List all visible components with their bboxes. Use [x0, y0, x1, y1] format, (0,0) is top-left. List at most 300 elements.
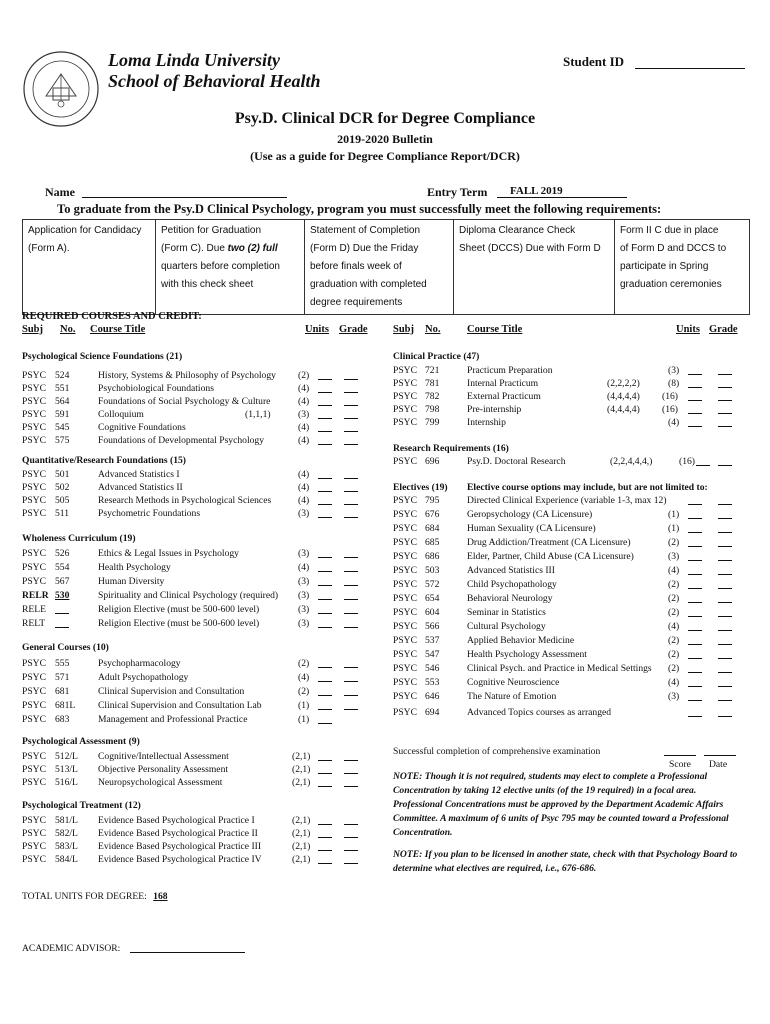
grade-blank-1[interactable]: [318, 379, 332, 380]
date-field[interactable]: [704, 755, 736, 756]
grade-blank-2[interactable]: [344, 418, 358, 419]
course-title: Neuropsychological Assessment: [98, 777, 223, 788]
grade-blank-1[interactable]: [318, 695, 332, 696]
course-subj: PSYC: [393, 579, 417, 590]
course-units: (1): [298, 700, 310, 711]
grade-blank-2[interactable]: [344, 837, 358, 838]
course-title: Seminar in Statistics: [467, 607, 546, 618]
course-units: (8): [668, 378, 680, 389]
total-label: TOTAL UNITS FOR DEGREE:: [22, 891, 147, 902]
course-subj: PSYC: [22, 435, 46, 446]
course-no: 571: [55, 672, 70, 683]
course-term-units: (4,4,4,4): [607, 404, 640, 415]
name-label: Name: [45, 185, 75, 199]
course-units: (4): [298, 672, 310, 683]
grade-blank-1[interactable]: [318, 392, 332, 393]
course-units: (1): [668, 523, 680, 534]
course-no: 582/L: [55, 828, 78, 839]
course-title: Cultural Psychology: [467, 621, 546, 632]
course-no-blank[interactable]: [55, 627, 69, 628]
req-cell-diploma: Diploma Clearance Check Sheet (DCCS) Due with Form D: [454, 220, 615, 315]
course-units: (1): [668, 509, 680, 520]
course-no: 583/L: [55, 841, 78, 852]
grade-blank-2[interactable]: [718, 560, 732, 561]
course-no: 546: [425, 663, 440, 674]
date-label: Date: [709, 759, 728, 770]
grade-blank-1[interactable]: [318, 863, 332, 864]
section-heading: Psychological Treatment (12): [22, 800, 141, 811]
grade-blank-1[interactable]: [688, 400, 702, 401]
grade-blank-2[interactable]: [718, 700, 732, 701]
grade-blank-2[interactable]: [718, 374, 732, 375]
grade-blank-1[interactable]: [318, 627, 332, 628]
course-title: Spirituality and Clinical Psychology (required): [98, 590, 279, 601]
course-units: (2,1): [292, 854, 311, 865]
course-no: 685: [425, 537, 440, 548]
course-title: Cognitive Neuroscience: [467, 677, 560, 688]
requirements-table: [22, 219, 750, 315]
course-no: 553: [425, 677, 440, 688]
grade-blank-1[interactable]: [688, 686, 702, 687]
course-units: (1): [298, 714, 310, 725]
course-title: Child Psychopathology: [467, 579, 557, 590]
grade-blank-1[interactable]: [318, 599, 332, 600]
course-no: 566: [425, 621, 440, 632]
grade-blank-2[interactable]: [718, 532, 732, 533]
course-title: Foundations of Developmental Psychology: [98, 435, 265, 446]
course-no: 513/L: [55, 764, 78, 775]
grade-blank-1[interactable]: [318, 681, 332, 682]
course-no: 547: [425, 649, 440, 660]
grade-blank-2[interactable]: [718, 602, 732, 603]
grade-blank-1[interactable]: [696, 465, 710, 466]
course-units: (2,1): [292, 751, 311, 762]
course-title: Adult Psychopathology: [98, 672, 189, 683]
advisor-label: ACADEMIC ADVISOR:: [22, 943, 121, 954]
course-no-blank[interactable]: [55, 613, 69, 614]
course-subj: PSYC: [393, 537, 417, 548]
entry-term-value: FALL 2019: [510, 185, 563, 197]
grade-blank-2[interactable]: [718, 686, 732, 687]
grade-blank-2[interactable]: [718, 588, 732, 589]
grade-blank-1[interactable]: [688, 616, 702, 617]
course-subj: PSYC: [393, 509, 417, 520]
total-units: [22, 890, 168, 903]
course-no: 686: [425, 551, 440, 562]
grade-blank-1[interactable]: [318, 418, 332, 419]
advisor-field[interactable]: [130, 952, 245, 953]
grade-blank-1[interactable]: [318, 667, 332, 668]
grade-blank-1[interactable]: [688, 374, 702, 375]
grade-blank-1[interactable]: [688, 560, 702, 561]
course-title: Research Methods in Psychological Sciences: [98, 495, 272, 506]
course-subj: PSYC: [22, 576, 46, 587]
grade-blank-2[interactable]: [344, 773, 358, 774]
course-no: 530: [55, 590, 70, 601]
course-subj: PSYC: [22, 751, 46, 762]
col-subj-right: Subj: [393, 324, 415, 335]
course-title: Advanced Statistics I: [98, 469, 180, 480]
col-units: Units: [305, 324, 329, 335]
course-no: 567: [55, 576, 70, 587]
course-no: 545: [55, 422, 70, 433]
course-subj: RELT: [22, 618, 46, 629]
course-no: 575: [55, 435, 70, 446]
school-name: School of Behavioral Health: [108, 71, 321, 91]
total-value: 168: [153, 891, 168, 902]
section-heading: Psychological Assessment (9): [22, 736, 140, 747]
course-title: Cognitive/Intellectual Assessment: [98, 751, 229, 762]
grade-blank-2[interactable]: [344, 824, 358, 825]
col-no-right: No.: [425, 324, 441, 335]
course-title: Drug Addiction/Treatment (CA Licensure): [467, 537, 631, 548]
course-term-units: (2,2,2,2): [607, 378, 640, 389]
name-field[interactable]: [82, 197, 287, 198]
course-units: (2,1): [292, 828, 311, 839]
grade-blank-1[interactable]: [688, 588, 702, 589]
course-units: (3): [668, 691, 680, 702]
course-title: The Nature of Emotion: [467, 691, 557, 702]
course-no: 537: [425, 635, 440, 646]
course-units: (3): [298, 548, 310, 559]
guide-subtitle: (Use as a guide for Degree Compliance Report/DCR): [250, 149, 520, 163]
course-title: Evidence Based Psychological Practice I: [98, 815, 255, 826]
course-term-units: (4,4,4,4): [607, 391, 640, 402]
entry-term-field[interactable]: [497, 197, 627, 198]
course-no: 684: [425, 523, 440, 534]
grade-blank-2[interactable]: [344, 681, 358, 682]
university-name: Loma Linda University: [108, 50, 280, 70]
grade-blank-1[interactable]: [688, 700, 702, 701]
course-title: Evidence Based Psychological Practice III: [98, 841, 262, 852]
grade-blank-2[interactable]: [718, 616, 732, 617]
course-subj: PSYC: [22, 764, 46, 775]
course-no: 795: [425, 495, 440, 506]
grade-blank-2[interactable]: [718, 387, 732, 388]
course-units: (4): [298, 435, 310, 446]
course-units: (4): [668, 417, 680, 428]
grade-blank-1[interactable]: [318, 773, 332, 774]
course-no: 654: [425, 593, 440, 604]
section-heading: Clinical Practice (47): [393, 351, 480, 362]
grade-blank-2[interactable]: [718, 644, 732, 645]
grade-blank-2[interactable]: [344, 571, 358, 572]
grade-blank-2[interactable]: [344, 379, 358, 380]
grade-blank-2[interactable]: [344, 627, 358, 628]
course-subj: PSYC: [22, 841, 46, 852]
course-subj: PSYC: [22, 409, 46, 420]
course-title: Elder, Partner, Child Abuse (CA Licensure): [467, 551, 634, 562]
course-title: Directed Clinical Experience (variable 1-3, max 12): [467, 495, 667, 506]
required-heading: REQUIRED COURSES AND CREDIT:: [22, 311, 202, 322]
course-subj: PSYC: [393, 417, 417, 428]
course-subj: RELE: [22, 604, 46, 615]
req-cell-graduation-petition: Petition for Graduation (Form C). Due two (2) full quarters before completion with this check sheet: [156, 220, 305, 315]
grade-blank-1[interactable]: [318, 613, 332, 614]
req-cell-form-ii-c: Form II C due in place of Form D and DCCS to participate in Spring graduation ceremonies: [615, 220, 750, 315]
course-no: 584/L: [55, 854, 78, 865]
grade-blank-2[interactable]: [344, 405, 358, 406]
course-subj: PSYC: [393, 663, 417, 674]
grade-blank-1[interactable]: [318, 837, 332, 838]
course-title: Geropsychology (CA Licensure): [467, 509, 593, 520]
course-subj: PSYC: [22, 562, 46, 573]
student-id-field[interactable]: [635, 68, 745, 69]
grade-blank-1[interactable]: [688, 413, 702, 414]
grade-blank-1[interactable]: [318, 723, 332, 724]
col-subj: Subj: [22, 324, 44, 335]
course-subj: PSYC: [393, 404, 417, 415]
grade-blank-1[interactable]: [318, 491, 332, 492]
course-no: 591: [55, 409, 70, 420]
grade-blank-2[interactable]: [718, 518, 732, 519]
grade-blank-1[interactable]: [688, 574, 702, 575]
course-no: 512/L: [55, 751, 78, 762]
course-units: (16): [679, 456, 695, 467]
course-subj: PSYC: [22, 383, 46, 394]
exam-text: Successful completion of comprehensive examination: [393, 746, 601, 757]
grade-blank-1[interactable]: [318, 824, 332, 825]
grade-blank-1[interactable]: [318, 557, 332, 558]
grade-blank-2[interactable]: [718, 426, 732, 427]
course-units: (4): [298, 482, 310, 493]
grade-blank-1[interactable]: [688, 504, 702, 505]
grade-blank-2[interactable]: [344, 613, 358, 614]
course-units: (4): [298, 383, 310, 394]
course-title: Practicum Preparation: [467, 365, 553, 376]
course-units: (3): [668, 365, 680, 376]
course-title: Psy.D. Doctoral Research: [467, 456, 566, 467]
section-heading: Quantitative/Research Foundations (15): [22, 455, 186, 466]
course-units: (2): [298, 686, 310, 697]
course-units: (4): [298, 469, 310, 480]
col-grade-right: Grade: [709, 324, 738, 335]
course-units: (3): [298, 508, 310, 519]
section-heading: Electives (19): [393, 482, 448, 493]
course-units: (4): [668, 677, 680, 688]
score-field[interactable]: [664, 755, 696, 756]
course-subj: PSYC: [393, 607, 417, 618]
course-subj: PSYC: [393, 456, 417, 467]
course-units: (3): [298, 618, 310, 629]
grade-blank-2[interactable]: [344, 557, 358, 558]
course-subj: PSYC: [393, 495, 417, 506]
course-title: Religion Elective (must be 500-600 level): [98, 604, 260, 615]
grade-blank-2[interactable]: [718, 658, 732, 659]
course-no: 572: [425, 579, 440, 590]
grade-blank-2[interactable]: [344, 599, 358, 600]
course-no: 799: [425, 417, 440, 428]
grade-blank-2[interactable]: [718, 546, 732, 547]
grade-blank-2[interactable]: [718, 504, 732, 505]
grade-blank-1[interactable]: [688, 672, 702, 673]
course-term-units: (2,2,4,4,4,): [610, 456, 653, 467]
grade-blank-1[interactable]: [688, 716, 702, 717]
grade-blank-2[interactable]: [344, 392, 358, 393]
course-subj: PSYC: [393, 677, 417, 688]
grade-blank-2[interactable]: [344, 517, 358, 518]
grade-blank-2[interactable]: [344, 504, 358, 505]
grade-blank-1[interactable]: [688, 387, 702, 388]
course-units: (2): [668, 593, 680, 604]
course-title: Health Psychology: [98, 562, 171, 573]
course-subj: PSYC: [393, 378, 417, 389]
course-title: Human Sexuality (CA Licensure): [467, 523, 596, 534]
grade-blank-1[interactable]: [688, 546, 702, 547]
course-no: 516/L: [55, 777, 78, 788]
course-term-units: (1,1,1): [245, 409, 271, 420]
section-intro: Elective course options may include, but are not limited to:: [467, 482, 708, 493]
course-no: 554: [55, 562, 70, 573]
course-no: 564: [55, 396, 70, 407]
grade-blank-2[interactable]: [718, 630, 732, 631]
course-subj: PSYC: [22, 508, 46, 519]
grade-blank-2[interactable]: [344, 431, 358, 432]
section-heading: General Courses (10): [22, 642, 109, 653]
course-no: 683: [55, 714, 70, 725]
grade-blank-1[interactable]: [688, 602, 702, 603]
student-id-label: Student ID: [563, 54, 625, 69]
grade-blank-2[interactable]: [718, 400, 732, 401]
note-licensure: NOTE: If you plan to be licensed in another state, check with that Psychology Board to determine what electives are required, i.e., 676-686.: [393, 849, 738, 874]
score-label: Score: [669, 759, 691, 770]
course-units: (2): [298, 370, 310, 381]
course-no: 694: [425, 707, 440, 718]
note-professional-concentration: NOTE: Though it is not required, students may elect to complete a Professional Concentration by taking 12 elective units (of the 19 required) in a focal area. Professional Concentrations must be approved by the Department Academic Affairs Committee. A maximum of 6 units of Psyc 795 may be counted toward a Professional Concentration.: [393, 771, 729, 838]
course-subj: PSYC: [393, 707, 417, 718]
section-heading: Research Requirements (16): [393, 443, 509, 454]
col-title-right: Course Title: [467, 324, 523, 335]
grade-blank-1[interactable]: [318, 444, 332, 445]
grade-blank-2[interactable]: [718, 574, 732, 575]
grade-blank-1[interactable]: [688, 426, 702, 427]
course-subj: PSYC: [393, 621, 417, 632]
course-no: 524: [55, 370, 70, 381]
grade-blank-1[interactable]: [318, 478, 332, 479]
bulletin-year: 2019-2020 Bulletin: [337, 132, 433, 146]
course-title: Health Psychology Assessment: [467, 649, 587, 660]
grade-blank-1[interactable]: [318, 504, 332, 505]
grade-blank-1[interactable]: [318, 431, 332, 432]
course-subj: PSYC: [393, 365, 417, 376]
course-subj: PSYC: [22, 495, 46, 506]
grade-blank-2[interactable]: [718, 672, 732, 673]
grade-blank-1[interactable]: [318, 517, 332, 518]
course-subj: PSYC: [22, 658, 46, 669]
grade-blank-2[interactable]: [344, 478, 358, 479]
grade-blank-2[interactable]: [344, 444, 358, 445]
grade-blank-1[interactable]: [318, 786, 332, 787]
course-title: Internship: [467, 417, 506, 428]
page-title: Psy.D. Clinical DCR for Degree Compliance: [234, 110, 536, 127]
grade-blank-1[interactable]: [688, 532, 702, 533]
grade-blank-1[interactable]: [688, 658, 702, 659]
course-title: Evidence Based Psychological Practice IV: [98, 854, 262, 865]
grade-blank-1[interactable]: [318, 405, 332, 406]
course-units: (3): [298, 590, 310, 601]
course-subj: PSYC: [22, 686, 46, 697]
course-title: Clinical Supervision and Consultation: [98, 686, 245, 697]
course-units: (4): [668, 621, 680, 632]
grade-blank-2[interactable]: [718, 413, 732, 414]
course-units: (4): [298, 422, 310, 433]
grade-blank-2[interactable]: [344, 709, 358, 710]
course-title: Advanced Topics courses as arranged: [467, 707, 612, 718]
grade-blank-2[interactable]: [344, 863, 358, 864]
course-units: (2,1): [292, 777, 311, 788]
col-grade: Grade: [339, 324, 368, 335]
course-subj: PSYC: [22, 422, 46, 433]
grade-blank-1[interactable]: [688, 644, 702, 645]
course-title: External Practicum: [467, 391, 541, 402]
course-title: Clinical Psych. and Practice in Medical Settings: [467, 663, 652, 674]
course-no: 676: [425, 509, 440, 520]
grade-blank-2[interactable]: [344, 786, 358, 787]
grade-blank-2[interactable]: [344, 760, 358, 761]
course-title: Psychopharmacology: [98, 658, 181, 669]
course-no: 721: [425, 365, 440, 376]
course-no: 696: [425, 456, 440, 467]
course-no: 681L: [55, 700, 76, 711]
course-title: Psychobiological Foundations: [98, 383, 214, 394]
course-title: Advanced Statistics II: [98, 482, 183, 493]
course-title: Human Diversity: [98, 576, 165, 587]
course-title: Behavioral Neurology: [467, 593, 553, 604]
grade-blank-2[interactable]: [344, 585, 358, 586]
grade-blank-1[interactable]: [318, 850, 332, 851]
course-title: Foundations of Social Psychology & Culture: [98, 396, 271, 407]
section-heading: Wholeness Curriculum (19): [22, 533, 136, 544]
grade-blank-1[interactable]: [318, 571, 332, 572]
course-units: (2): [668, 607, 680, 618]
grade-blank-1[interactable]: [688, 518, 702, 519]
course-title: Psychometric Foundations: [98, 508, 201, 519]
grade-blank-2[interactable]: [344, 850, 358, 851]
grade-blank-1[interactable]: [688, 630, 702, 631]
grade-blank-1[interactable]: [318, 585, 332, 586]
course-no: 503: [425, 565, 440, 576]
course-subj: PSYC: [22, 700, 46, 711]
course-units: (4): [298, 495, 310, 506]
grade-blank-2[interactable]: [718, 716, 732, 717]
course-subj: RELR: [22, 590, 49, 601]
course-subj: PSYC: [393, 523, 417, 534]
section-heading: Psychological Science Foundations (21): [22, 351, 183, 362]
course-units: (2): [668, 663, 680, 674]
course-subj: PSYC: [22, 396, 46, 407]
grade-blank-2[interactable]: [344, 667, 358, 668]
course-subj: PSYC: [22, 672, 46, 683]
col-units-right: Units: [676, 324, 700, 335]
grade-blank-2[interactable]: [344, 695, 358, 696]
course-units: (2,1): [292, 815, 311, 826]
course-title: Pre-internship: [467, 404, 522, 415]
course-subj: PSYC: [393, 635, 417, 646]
course-units: (3): [298, 409, 310, 420]
grade-blank-1[interactable]: [318, 709, 332, 710]
course-units: (2): [668, 537, 680, 548]
course-no: 502: [55, 482, 70, 493]
grade-blank-1[interactable]: [318, 760, 332, 761]
course-units: (2): [668, 649, 680, 660]
course-units: (3): [298, 604, 310, 615]
course-no: 681: [55, 686, 70, 697]
course-units: (4): [668, 565, 680, 576]
grade-blank-2[interactable]: [718, 465, 732, 466]
col-no: No.: [60, 324, 76, 335]
course-units: (2,1): [292, 764, 311, 775]
grade-blank-2[interactable]: [344, 491, 358, 492]
